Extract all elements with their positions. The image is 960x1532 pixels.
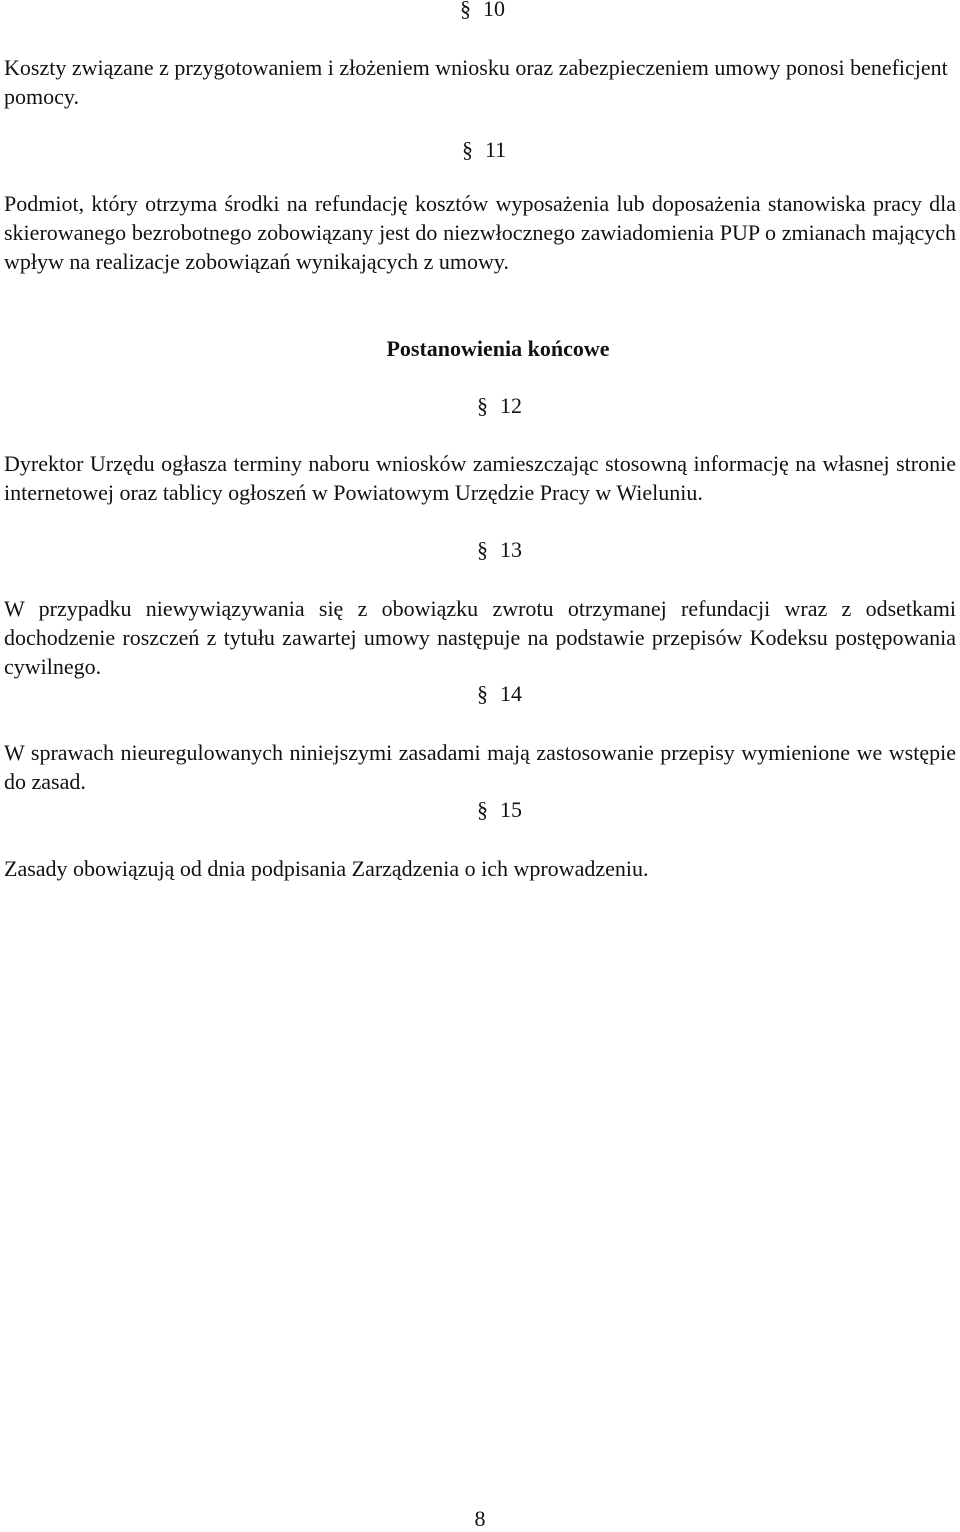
section-sign: § [477,393,488,418]
section-mark-11 [462,137,506,163]
paragraph-text: W przypadku niewywiązywania się z obowiązku zwrotu otrzymanej refundacji wraz z odsetkami dochodzenie roszczeń z tytułu zawartej umowy następuje na podstawie przepisów Kodeksu postępowania cywilnego. [4,596,956,679]
section-sign: § [477,681,488,706]
section-sign: § [460,0,471,21]
paragraph-12 [4,449,956,507]
paragraph-11 [4,189,956,276]
section-mark-12 [477,393,522,419]
paragraph-13 [4,594,956,681]
paragraph-text: Dyrektor Urzędu ogłasza terminy naboru wniosków zamieszczając stosowną informację na własnej stronie internetowej oraz tablicy ogłoszeń w Powiatowym Urzędzie Pracy w Wieluniu. [4,451,956,505]
section-number: 10 [483,0,505,21]
section-heading: Postanowienia końcowe [386,336,610,361]
paragraph-15 [4,854,956,883]
section-number: 12 [500,393,522,418]
section-number: 11 [485,137,507,162]
paragraph-14 [4,738,956,796]
section-mark-13 [477,537,522,563]
section-sign: § [462,137,473,162]
section-number: 13 [500,537,522,562]
paragraph-text: Podmiot, który otrzyma środki na refundację kosztów wyposażenia lub doposażenia stanowiska pracy dla skierowanego bezrobotnego zobowiązany jest do niezwłocznego zawiadomienia PUP o zmianach mających wpływ na realizacje zobowiązań wynikających z umowy. [4,191,956,274]
section-number: 15 [500,797,522,822]
section-mark-10 [460,0,505,22]
section-sign: § [477,537,488,562]
paragraph-text: W sprawach nieuregulowanych niniejszymi zasadami mają zastosowanie przepisy wymienione we wstępie do zasad. [4,740,956,794]
paragraph-text: Koszty związane z przygotowaniem i złożeniem wniosku oraz zabezpieczeniem umowy ponosi beneficjent pomocy. [4,55,948,109]
paragraph-text: Zasady obowiązują od dnia podpisania Zarządzenia o ich wprowadzeniu. [4,856,649,881]
section-mark-14 [477,681,522,707]
page-number: 8 [474,1506,486,1531]
section-mark-15 [477,797,522,823]
section-number: 14 [500,681,522,706]
paragraph-10 [4,53,956,111]
section-sign: § [477,797,488,822]
